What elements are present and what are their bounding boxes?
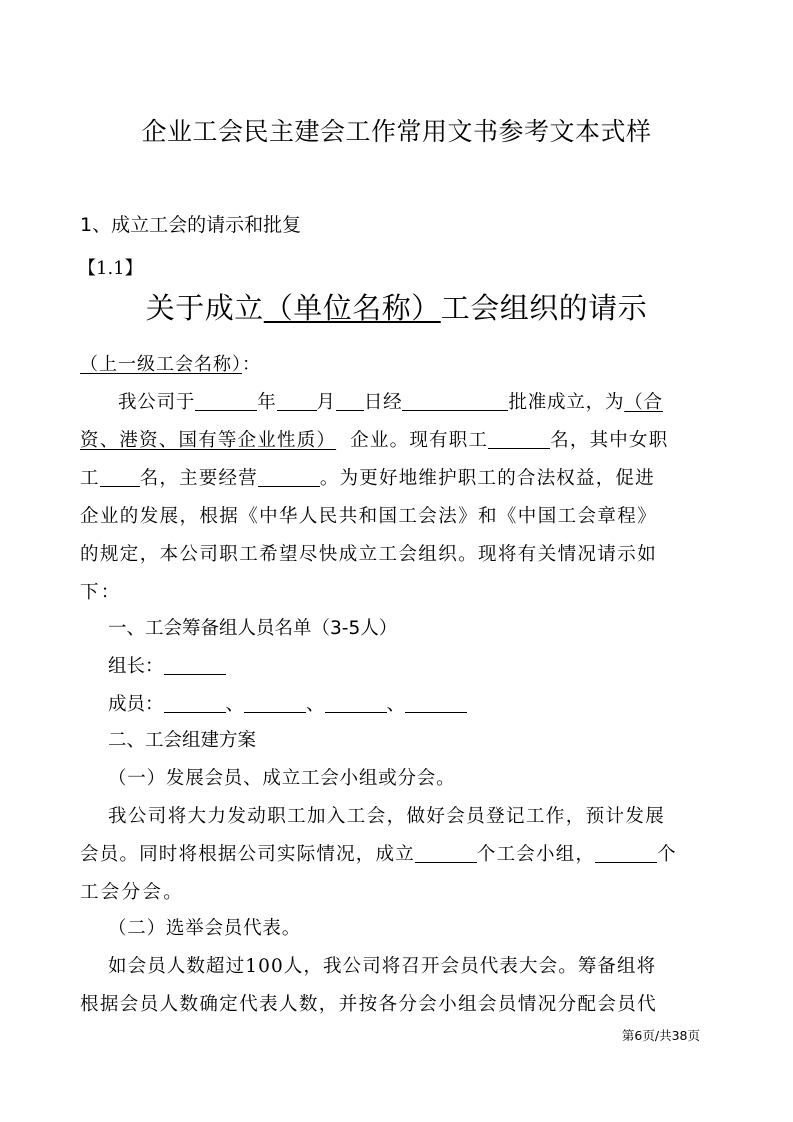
document-title	[0, 112, 793, 148]
request-title-suffix: 工会组织的请示	[440, 291, 648, 325]
female-count-blank	[100, 468, 140, 487]
superior-union-placeholder: （上一级工会名称）	[80, 354, 242, 375]
member-blank	[325, 694, 387, 713]
month-blank	[277, 392, 317, 411]
para1-line6	[80, 578, 700, 604]
plan-sub2	[108, 914, 728, 940]
para1-text: 年	[257, 392, 277, 413]
prep-group-heading	[108, 614, 728, 640]
section-heading-text: 1、成立工会的请示和批复	[80, 214, 302, 236]
page-footer	[600, 1026, 700, 1044]
para1-line1	[118, 388, 738, 414]
para1-text: 的规定，本公司职工希望尽快成立工会组织。现将有关情况请示如	[80, 544, 658, 565]
plan-p1-line2	[80, 840, 700, 866]
para1-text: 。为更好地维护职工的合法权益，促进	[319, 468, 655, 489]
plan-sub1-text: （一）发展会员、成立工会小组或分会。	[108, 768, 456, 789]
year-blank	[195, 392, 257, 411]
plan-p1-text: 会员。同时将根据公司实际情况，成立	[80, 844, 415, 865]
item-tag	[78, 254, 698, 280]
document-title-text: 企业工会民主建会工作常用文书参考文本式样	[141, 117, 652, 146]
para1-text: 月	[316, 392, 336, 413]
plan-p2-text: 根据会员人数确定代表人数，并按各分会小组会员情况分配会员代	[80, 994, 658, 1015]
member-separator: 、	[225, 694, 245, 715]
plan-heading	[108, 726, 728, 752]
section-heading	[80, 210, 700, 237]
unit-name-placeholder: （单位名称）	[263, 291, 441, 325]
plan-p1-text: 个工会小组，	[476, 844, 596, 865]
plan-p1-text: 工会分会。	[80, 882, 185, 903]
plan-heading-text: 二、工会组建方案	[108, 730, 257, 751]
enterprise-type-placeholder: （合	[624, 392, 663, 413]
para1-text: 企业。现有职工	[350, 430, 489, 451]
salutation-colon: ：	[242, 354, 261, 375]
leader-label: 组长：	[108, 656, 164, 677]
staff-count-blank	[488, 430, 550, 449]
item-tag-text: 【1.1】	[78, 258, 143, 279]
plan-p1-text: 个	[657, 844, 677, 865]
day-blank	[336, 392, 364, 411]
page-number: 第6页/共38页	[621, 1028, 700, 1043]
plan-p1-line3	[80, 878, 700, 904]
enterprise-type-placeholder: 资、港资、国有等企业性质）	[80, 430, 337, 451]
leader-blank	[164, 656, 226, 675]
leader-line	[108, 652, 728, 678]
para1-text: 名，主要经营	[139, 468, 258, 489]
member-separator: 、	[306, 694, 325, 715]
group-count-blank	[415, 844, 477, 863]
prep-group-heading-text: 一、工会筹备组人员名单（3-5人）	[108, 618, 398, 639]
approver-blank	[402, 392, 508, 411]
salutation	[80, 350, 700, 376]
plan-p1-text: 我公司将大力发动职工加入工会，做好会员登记工作，预计发展	[108, 806, 666, 827]
members-line	[108, 690, 728, 716]
para1-line3	[80, 464, 700, 490]
para1-text: 工	[80, 468, 100, 489]
para1-text: 企业的发展，根据《中华人民共和国工会法》和《中国工会章程》	[80, 506, 658, 527]
request-title	[0, 286, 793, 327]
plan-p2-line1	[108, 952, 728, 978]
plan-sub2-text: （二）选举会员代表。	[108, 918, 302, 939]
member-separator: 、	[386, 694, 406, 715]
plan-sub1	[108, 764, 728, 790]
plan-p1-line1	[108, 802, 728, 828]
para1-line5	[80, 540, 700, 566]
member-blank	[164, 694, 226, 713]
para1-text: 名，其中女职	[550, 430, 669, 451]
plan-p2-line2	[80, 990, 700, 1016]
para1-text: 下：	[80, 582, 122, 603]
members-label: 成员：	[108, 694, 164, 715]
plan-p2-text: 如会员人数超过100人，我公司将召开会员代表大会。筹备组将	[108, 956, 657, 977]
para1-line4	[80, 502, 700, 528]
para1-text: 我公司于	[118, 392, 196, 413]
request-title-prefix: 关于成立	[145, 291, 264, 325]
para1-text: 批准成立，为	[508, 392, 625, 413]
branch-count-blank	[595, 844, 657, 863]
para1-text: 日经	[363, 392, 403, 413]
member-blank	[405, 694, 467, 713]
member-blank	[244, 694, 306, 713]
para1-line2	[80, 426, 700, 452]
business-blank	[258, 468, 320, 487]
